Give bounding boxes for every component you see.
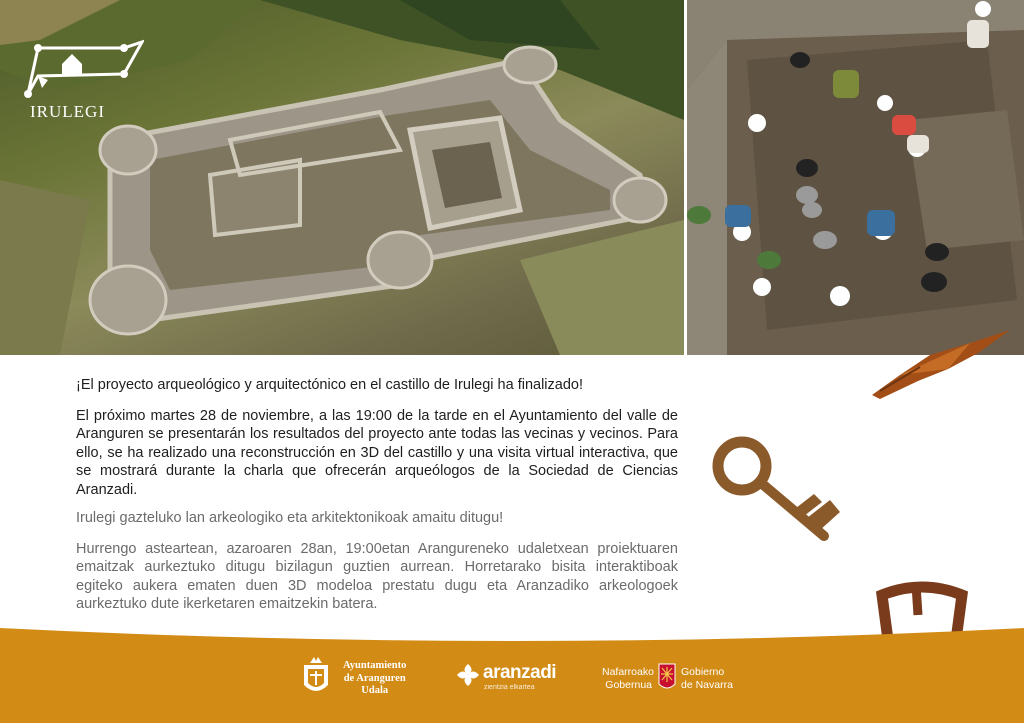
aranzadi-subtitle: zientzia elkartea bbox=[484, 684, 535, 691]
gobierno-line2: de Navarra bbox=[681, 679, 733, 691]
logo-text: IRULEGI bbox=[30, 102, 105, 121]
aranzadi-logo-icon bbox=[455, 662, 481, 688]
ayuntamiento-line3: Udala bbox=[361, 685, 389, 696]
nafarroa-line1: Nafarroako bbox=[602, 666, 654, 678]
body-es: El próximo martes 28 de noviembre, a las 19:00 de la tarde en el Ayuntamiento del valle de Aranguren se presentarán los resultados del proyecto ante todas las vecinas y vecinos. Para ello, se ha realizado una reconstrucción en 3D del castillo y una visita virtual interactiva, que se mostrará durante la charla que ofrecerán arqueólogos de la Sociedad de Ciencias Aranzadi. bbox=[76, 407, 678, 498]
ayuntamiento-text bbox=[343, 660, 406, 698]
gobierno-line1: Gobierno bbox=[681, 666, 725, 678]
arrowhead-artifact bbox=[860, 325, 1020, 400]
ayuntamiento-line2: de Aranguren bbox=[343, 672, 406, 684]
aranzadi-name: aranzadi bbox=[483, 662, 557, 683]
body-eu: Hurrengo asteartean, azaroaren 28an, 19:00etan Arangureneko udaletxean proiektuaren emaitzak aurkeztuko ditugu bizilagun guztien aurrean. Horretarako bisita interaktiboak egiteko aukera ematen duen 3D modeloa prestatu dugu eta Aranzadiko arkeologoek aurkeztuko dute ikerketaren emaitzekin batera. bbox=[76, 540, 678, 612]
nafarroako-gobernua-text bbox=[602, 666, 652, 692]
excavation-photo bbox=[687, 0, 1024, 355]
aranguren-shield-icon bbox=[300, 653, 332, 699]
announcement-text bbox=[76, 376, 678, 624]
gobierno-navarra-text bbox=[681, 666, 733, 692]
navarra-shield-icon bbox=[657, 662, 677, 692]
heading-es: ¡El proyecto arqueológico y arquitectónico en el castillo de Irulegi ha finalizado! bbox=[76, 377, 583, 393]
nafarroa-line2: Gobernua bbox=[605, 679, 652, 691]
ayuntamiento-line1: Ayuntamiento bbox=[343, 660, 407, 671]
heading-eu: Irulegi gazteluko lan arkeologiko eta arkitektonikoak amaitu ditugu! bbox=[76, 510, 504, 526]
key-artifact bbox=[712, 436, 847, 556]
